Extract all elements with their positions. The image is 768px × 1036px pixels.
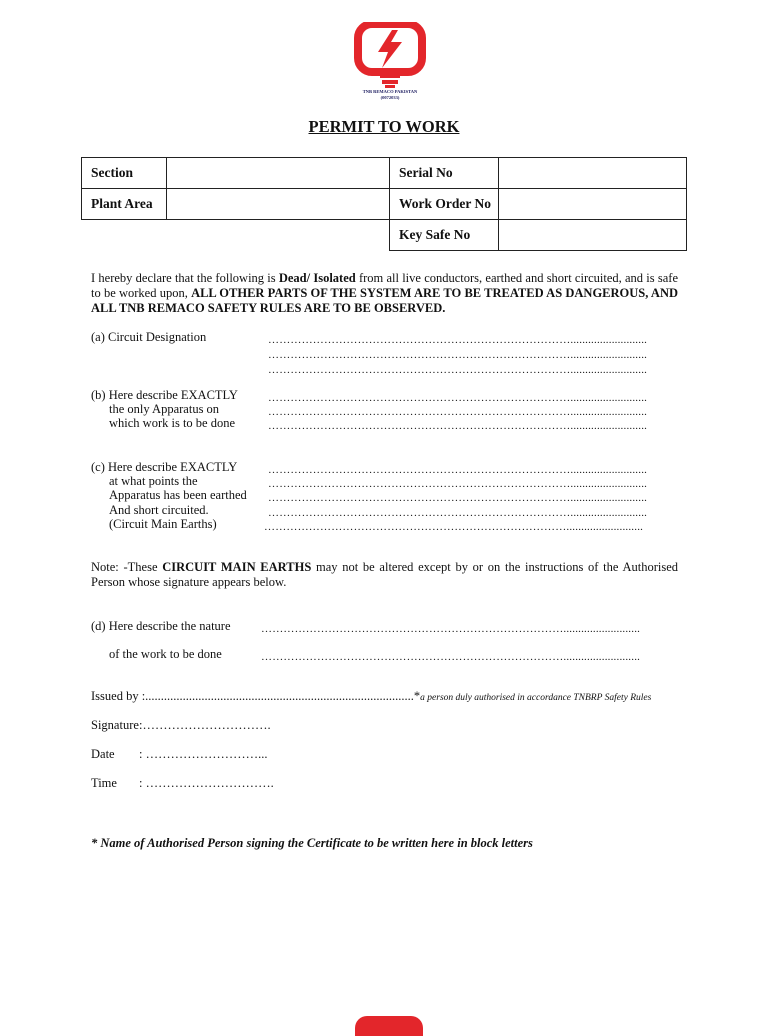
section-label: Section	[82, 158, 167, 189]
earthing-label-line-1: (c) Here describe EXACTLY	[91, 460, 238, 474]
time-field[interactable]: : ………………………….	[139, 776, 274, 790]
circuit-main-earths-text: CIRCUIT MAIN EARTHS	[162, 560, 312, 574]
key-safe-no-label: Key Safe No	[390, 220, 499, 251]
table-row	[82, 220, 687, 251]
earthing-line-1[interactable]: ………………………………………………………………………..........................	[268, 464, 648, 476]
circuit-designation-line-2[interactable]: ………………………………………………………………………..........................	[268, 349, 648, 361]
time-label: Time	[91, 776, 117, 790]
authorised-person-note: a person duly authorised in accordance TNBRP Safety Rules	[420, 693, 652, 703]
earthing-label-line-5: (Circuit Main Earths)	[109, 517, 217, 531]
work-order-no-label: Work Order No	[390, 189, 499, 220]
issued-by-label: Issued by :	[91, 689, 146, 703]
issued-by-row	[91, 689, 651, 704]
apparatus-line-2[interactable]: ………………………………………………………………………..........................	[268, 406, 648, 418]
apparatus-label-line-1: (b) Here describe EXACTLY	[91, 388, 238, 402]
earthing-line-4[interactable]: ………………………………………………………………………..........................	[268, 507, 648, 519]
circuit-main-earths-note: Note: -These CIRCUIT MAIN EARTHS may not be altered except by or on the instructions of the Authorised Person whose signature appears below.	[91, 560, 679, 589]
danger-warning-text: ALL OTHER PARTS OF THE SYSTEM ARE TO BE TREATED AS DANGEROUS, AND ALL TNB REMACO SAFETY RULES ARE TO BE OBSERVED.	[91, 286, 678, 315]
work-nature-label-line-1: (d) Here describe the nature	[91, 619, 231, 633]
serial-no-label: Serial No	[390, 158, 499, 189]
date-field[interactable]: : ………………………...	[139, 747, 268, 761]
signature-field[interactable]: :………………………….	[139, 718, 271, 732]
tnb-remaco-logo-icon	[354, 22, 426, 90]
apparatus-line-1[interactable]: ………………………………………………………………………..........................	[268, 392, 648, 404]
time-row	[91, 776, 274, 791]
circuit-designation-label: (a) Circuit Designation	[91, 330, 207, 344]
plant-area-label: Plant Area	[82, 189, 167, 220]
logo-caption-line2: (0072033)	[380, 95, 400, 100]
work-nature-line-1[interactable]: ………………………………………………………………………..........................	[261, 623, 641, 635]
work-nature-line-2[interactable]: ………………………………………………………………………..........................	[261, 651, 641, 663]
logo-caption-line1: TNB REMACO PAKISTAN	[362, 89, 418, 94]
circuit-designation-line-3[interactable]: ………………………………………………………………………..........................	[268, 364, 648, 376]
table-row	[82, 189, 687, 220]
section-field[interactable]	[167, 158, 390, 189]
earthing-line-5[interactable]: ………………………………………………………………………..........................	[264, 521, 644, 533]
signature-label: Signature	[91, 718, 139, 732]
apparatus-label-line-3: which work is to be done	[109, 416, 236, 430]
key-safe-no-field[interactable]	[499, 220, 687, 251]
issued-by-field[interactable]: ......................................................................................*	[145, 689, 421, 703]
table-row	[82, 158, 687, 189]
date-row	[91, 747, 267, 762]
work-order-no-field[interactable]	[499, 189, 687, 220]
earthing-label-line-4: And short circuited.	[109, 503, 209, 517]
company-logo	[354, 22, 426, 95]
serial-no-field[interactable]	[499, 158, 687, 189]
next-page-logo-fragment	[355, 1016, 423, 1036]
page-title: PERMIT TO WORK	[308, 117, 460, 136]
work-nature-label-line-2: of the work to be done	[109, 647, 222, 661]
date-label: Date	[91, 747, 115, 761]
permit-info-table	[81, 157, 687, 251]
earthing-label-line-3: Apparatus has been earthed	[109, 488, 247, 502]
circuit-designation-line-1[interactable]: ………………………………………………………………………..........................	[268, 334, 648, 346]
earthing-line-3[interactable]: ………………………………………………………………………..........................	[268, 492, 648, 504]
declaration-paragraph: I hereby declare that the following is Dead/ Isolated from all live conductors, earthed and short circuited, and is safe to be worked upon, ALL OTHER PARTS OF THE SYSTEM ARE TO BE TREATED AS DANGEROUS, AND ALL TNB REMACO SAFETY RULES ARE TO BE OBSERVED.	[91, 271, 678, 315]
earthing-label-line-2: at what points the	[109, 474, 198, 488]
signature-row	[91, 718, 271, 733]
apparatus-label-line-2: the only Apparatus on	[109, 402, 220, 416]
earthing-line-2[interactable]: ………………………………………………………………………..........................	[268, 478, 648, 490]
apparatus-line-3[interactable]: ………………………………………………………………………..........................	[268, 420, 648, 432]
block-letters-footnote: * Name of Authorised Person signing the Certificate to be written here in block letters	[91, 836, 533, 850]
dead-isolated-text: Dead/ Isolated	[278, 271, 356, 285]
plant-area-field[interactable]	[167, 189, 390, 220]
logo-caption	[340, 89, 440, 101]
